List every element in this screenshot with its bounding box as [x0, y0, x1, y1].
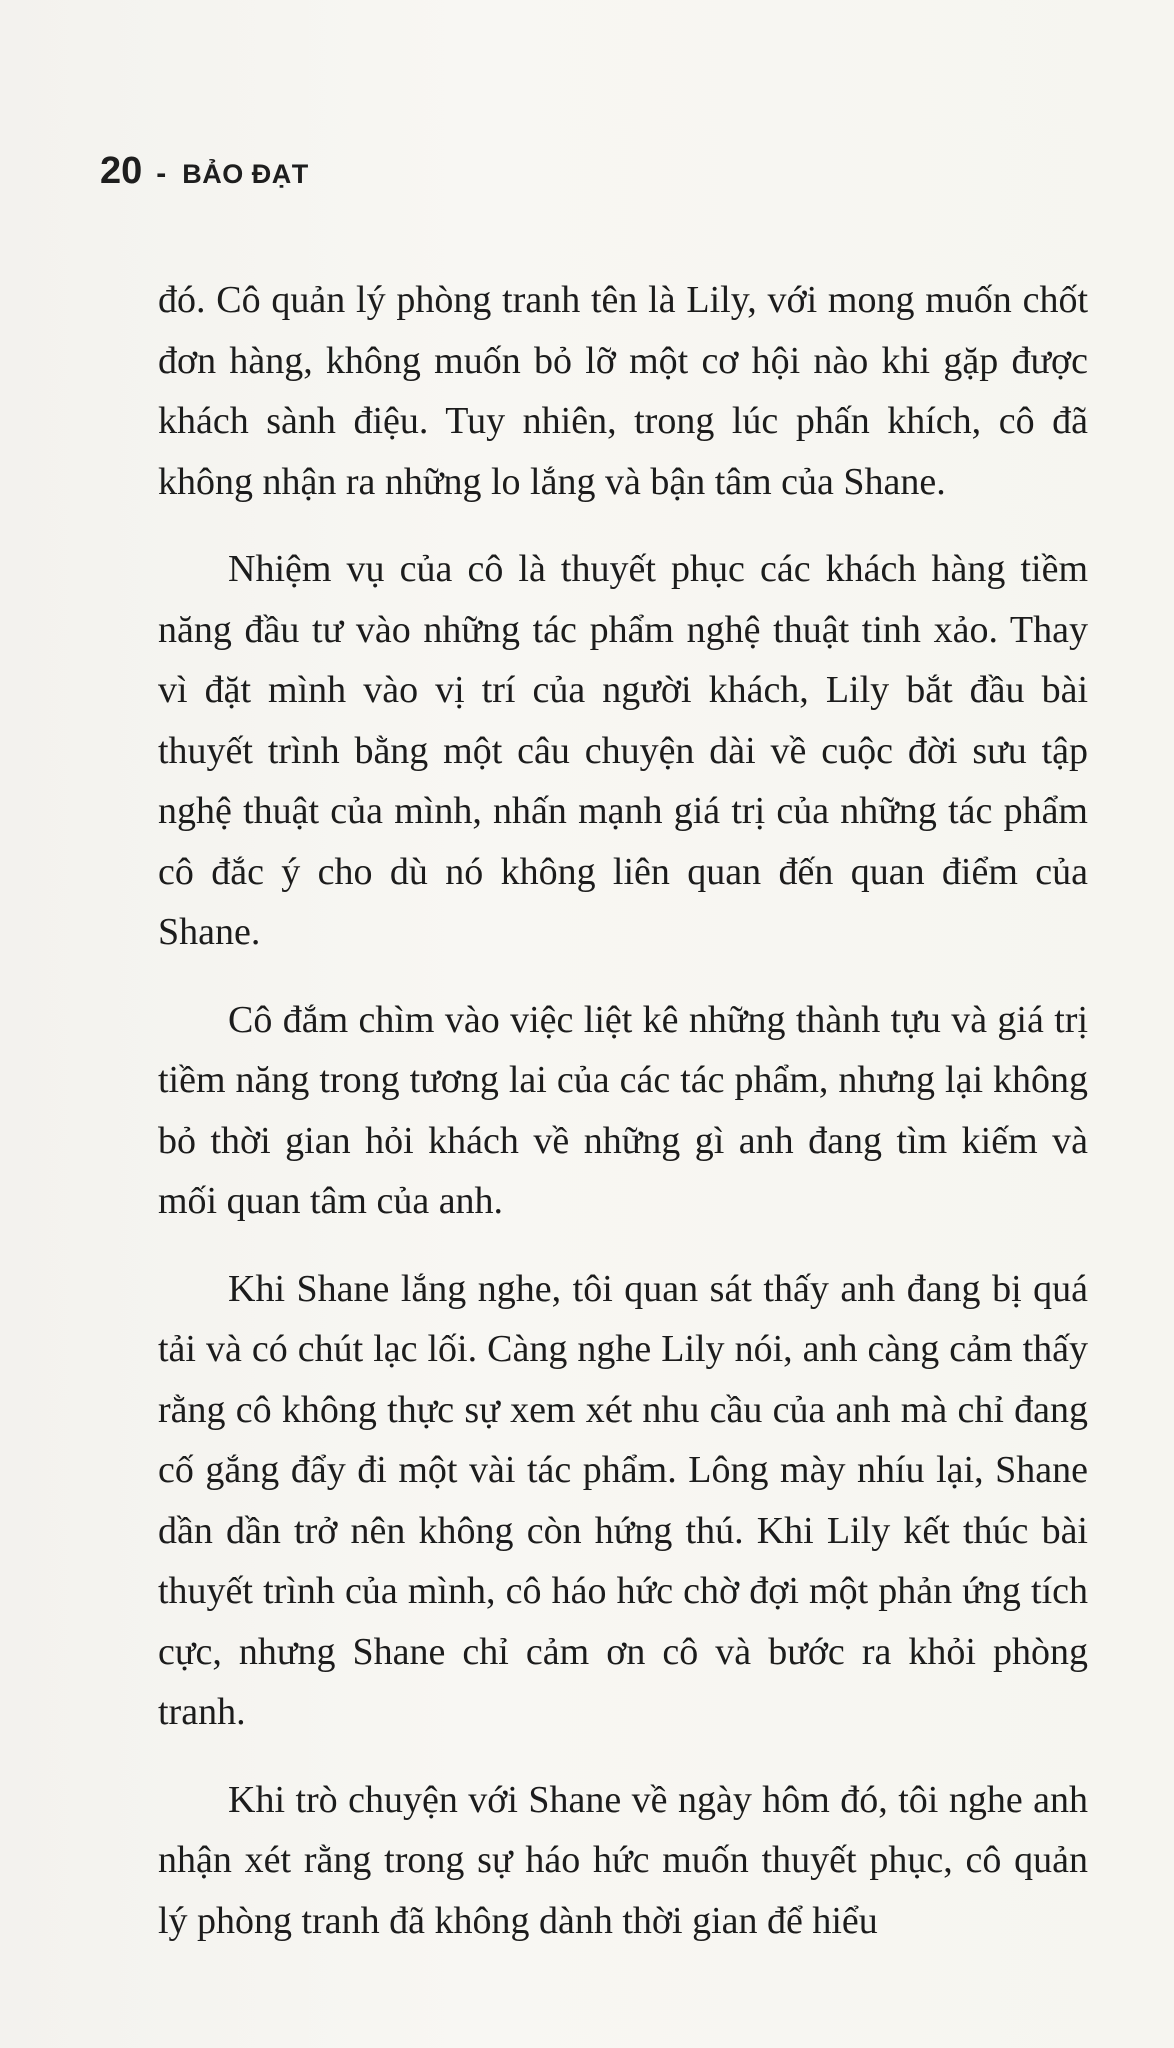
paragraph: đó. Cô quản lý phòng tranh tên là Lily, với mong muốn chốt đơn hàng, không muốn bỏ lỡ một cơ hội nào khi gặp được khách sành điệu. Tuy nhiên, trong lúc phấn khích, cô đã không nhận ra những lo lắng và bận tâm của Shane. [158, 279, 1088, 503]
body-text [158, 270, 1088, 1951]
running-header [100, 150, 309, 193]
page-number: 20 [100, 150, 143, 192]
header-separator: - [156, 157, 167, 190]
paragraph: Khi trò chuyện với Shane về ngày hôm đó, tôi nghe anh nhận xét rằng trong sự háo hức muốn thuyết phục, cô quản lý phòng tranh đã không dành thời gian để hiểu [158, 1778, 1088, 1942]
paragraph: Khi Shane lắng nghe, tôi quan sát thấy anh đang bị quá tải và có chút lạc lối. Càng nghe Lily nói, anh càng cảm thấy rằng cô không thực sự xem xét nhu cầu của anh mà chỉ đang cố gắng đẩy đi một vài tác phẩm. Lông mày nhíu lại, Shane dần dần trở nên không còn hứng thú. Khi Lily kết thúc bài thuyết trình của mình, cô háo hức chờ đợi một phản ứng tích cực, nhưng Shane chỉ cảm ơn cô và bước ra khỏi phòng tranh. [158, 1267, 1088, 1733]
header-author: BẢO ĐẠT [182, 159, 309, 189]
paragraph: Cô đắm chìm vào việc liệt kê những thành tựu và giá trị tiềm năng trong tương lai của các tác phẩm, nhưng lại không bỏ thời gian hỏi khách về những gì anh đang tìm kiếm và mối quan tâm của anh. [158, 998, 1088, 1222]
paragraph: Nhiệm vụ của cô là thuyết phục các khách hàng tiềm năng đầu tư vào những tác phẩm nghệ thuật tinh xảo. Thay vì đặt mình vào vị trí của người khách, Lily bắt đầu bài thuyết trình bằng một câu chuyện dài về cuộc đời sưu tập nghệ thuật của mình, nhấn mạnh giá trị của những tác phẩm cô đắc ý cho dù nó không liên quan đến quan điểm của Shane. [158, 548, 1088, 953]
